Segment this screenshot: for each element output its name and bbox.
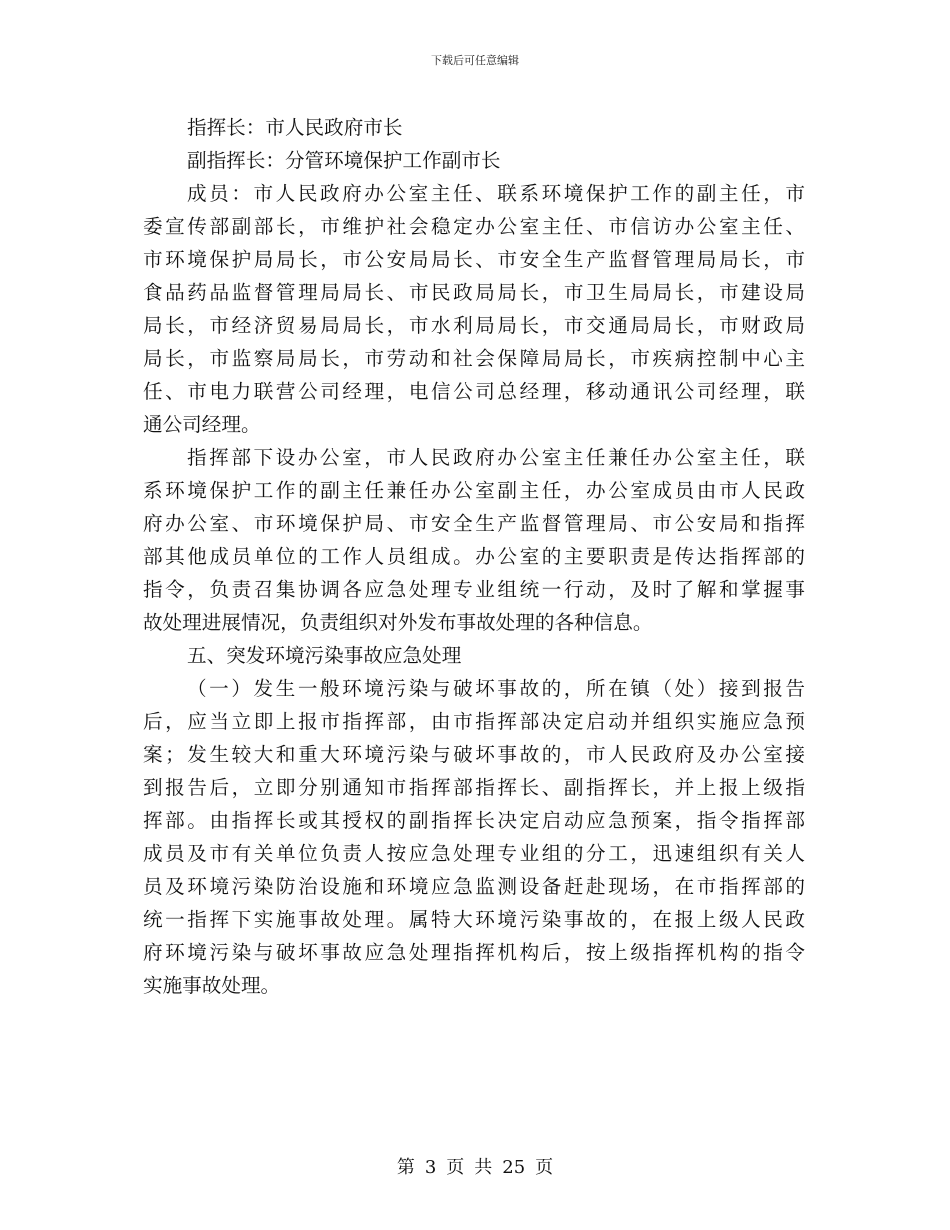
text-line: 统一指挥下实施事故处理。属特大环境污染事故的，在报上级人民政: [143, 908, 805, 931]
text-line: 实施事故处理。: [143, 974, 281, 997]
text-line: 府环境污染与破坏事故应急处理指挥机构后，按上级指挥机构的指令: [143, 941, 805, 964]
text-line: 通公司经理。: [143, 413, 261, 436]
text-line: 指挥部下设办公室，市人民政府办公室主任兼任办公室主任，联: [187, 446, 805, 469]
text-line: 指挥长：市人民政府市长: [187, 116, 403, 139]
page-header-note: 下载后可任意编辑: [431, 54, 519, 67]
footer-label-unit: 页: [446, 1157, 465, 1178]
text-line: 指令，负责召集协调各应急处理专业组统一行动，及时了解和掌握事: [143, 578, 805, 601]
text-line: 副指挥长：分管环境保护工作副市长: [187, 149, 501, 172]
text-line: 后，应当立即上报市指挥部，由市指挥部决定启动并组织实施应急预: [143, 710, 805, 733]
text-line: 案；发生较大和重大环境污染与破坏事故的，市人民政府及办公室接: [143, 743, 805, 766]
text-line: 故处理进展情况，负责组织对外发布事故处理的各种信息。: [143, 611, 653, 634]
text-line: 市环境保护局局长，市公安局局长、市安全生产监督管理局局长，市: [143, 248, 805, 271]
footer-label-page: 第: [396, 1157, 415, 1178]
footer-current-page: 3: [424, 1157, 437, 1178]
text-line: 员及环境污染防治设施和环境应急监测设备赶赴现场，在市指挥部的: [143, 875, 805, 898]
page-footer: [0, 1153, 950, 1179]
text-line: 部其他成员单位的工作人员组成。办公室的主要职责是传达指挥部的: [143, 545, 805, 568]
text-line: 成员：市人民政府办公室主任、联系环境保护工作的副主任，市: [187, 182, 805, 205]
text-line: 委宣传部副部长，市维护社会稳定办公室主任、市信访办公室主任、: [143, 215, 805, 238]
text-line: 局长，市监察局局长，市劳动和社会保障局局长，市疾病控制中心主: [143, 347, 805, 370]
document-body: [143, 111, 805, 1002]
text-line: 局长，市经济贸易局局长，市水利局局长，市交通局局长，市财政局: [143, 314, 805, 337]
text-line: （一）发生一般环境污染与破坏事故的，所在镇（处）接到报告: [187, 677, 805, 700]
section-heading: 五、突发环境污染事故应急处理: [187, 644, 462, 667]
text-line: 府办公室、市环境保护局、市安全生产监督管理局、市公安局和指挥: [143, 512, 805, 535]
text-line: 任、市电力联营公司经理，电信公司总经理，移动通讯公司经理，联: [143, 380, 805, 403]
text-line: 系环境保护工作的副主任兼任办公室副主任，办公室成员由市人民政: [143, 479, 805, 502]
footer-total-pages: 25: [502, 1157, 526, 1178]
text-line: 挥部。由指挥长或其授权的副指挥长决定启动应急预案，指令指挥部: [143, 809, 805, 832]
footer-label-unit2: 页: [535, 1157, 554, 1178]
text-line: 到报告后，立即分别通知市指挥部指挥长、副指挥长，并上报上级指: [143, 776, 805, 799]
text-line: 成员及市有关单位负责人按应急处理专业组的分工，迅速组织有关人: [143, 842, 805, 865]
footer-label-total: 共: [474, 1157, 493, 1178]
text-line: 食品药品监督管理局局长、市民政局局长，市卫生局局长，市建设局: [143, 281, 805, 304]
